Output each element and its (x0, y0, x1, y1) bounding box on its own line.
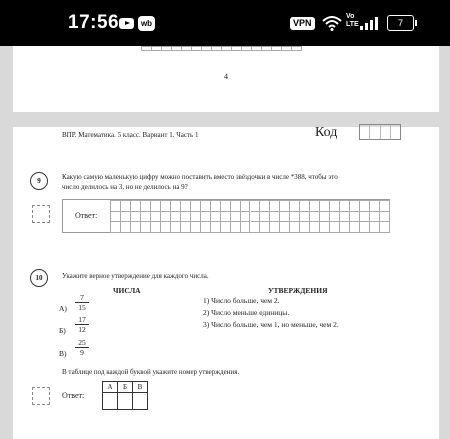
grid-cell (310, 212, 320, 223)
grid-cell (121, 222, 131, 233)
grid-cell (182, 47, 192, 51)
option-b-label: Б) (59, 326, 66, 335)
youtube-notification-icon (119, 18, 134, 29)
grid-cell (191, 212, 201, 223)
grid-cell (241, 222, 251, 233)
grid-cell (251, 222, 261, 233)
grid-cell (290, 201, 300, 212)
grid-cell (201, 201, 211, 212)
clock: 17:56 (68, 12, 120, 33)
grid-cell (171, 222, 181, 233)
wifi-icon (322, 15, 342, 31)
grid-cell (360, 222, 370, 233)
grid-cell (370, 201, 380, 212)
grid-cell (141, 201, 151, 212)
grid-cell (282, 47, 292, 51)
grid-cell (231, 201, 241, 212)
grid-cell (181, 222, 191, 233)
grid-cell (152, 47, 162, 51)
grid-cell (272, 47, 282, 51)
grid-cell (241, 212, 251, 223)
grid-cell (360, 212, 370, 223)
table-header-a: А (103, 382, 118, 393)
previous-answer-grid (141, 46, 302, 51)
battery-icon: 7 (387, 15, 414, 31)
option-v-label: В) (59, 349, 67, 358)
grid-cell (292, 47, 302, 51)
vpn-badge: VPN (290, 17, 315, 30)
task9-score-box[interactable] (32, 205, 50, 223)
grid-cell (162, 47, 172, 51)
fraction-7-15: 7 15 (75, 293, 89, 312)
grid-cell (350, 201, 360, 212)
fraction-17-12: 17 12 (75, 315, 89, 334)
grid-cell (380, 212, 390, 223)
grid-cell (270, 222, 280, 233)
grid-cell (111, 222, 121, 233)
grid-cell (330, 201, 340, 212)
table-header-b: Б (118, 382, 133, 393)
grid-cell (270, 212, 280, 223)
grid-cell (191, 201, 201, 212)
grid-cell (121, 212, 131, 223)
grid-cell (191, 222, 201, 233)
grid-cell (300, 212, 310, 223)
grid-cell (260, 201, 270, 212)
grid-cell (340, 212, 350, 223)
page-header: ВПР. Математика. 5 класс. Вариант 1. Часть 1 (62, 131, 199, 139)
grid-cell (260, 212, 270, 223)
code-label: Код (315, 125, 338, 140)
grid-cell (241, 201, 251, 212)
volte-icon: Vo LTE (346, 13, 359, 28)
grid-cell (111, 201, 121, 212)
grid-cell (380, 222, 390, 233)
grid-cell (211, 201, 221, 212)
grid-cell (121, 201, 131, 212)
statements-column-header: УТВЕРЖДЕНИЯ (268, 286, 328, 295)
task9-answer-label: Ответ: (75, 211, 98, 220)
grid-cell (310, 201, 320, 212)
grid-cell (251, 212, 261, 223)
statement-2: 2) Число меньше единицы. (203, 308, 290, 317)
grid-cell (330, 222, 340, 233)
grid-cell (280, 212, 290, 223)
grid-cell (212, 47, 222, 51)
answer-cell-a[interactable] (103, 393, 118, 410)
grid-cell (221, 222, 231, 233)
grid-cell (350, 212, 360, 223)
grid-cell (131, 201, 141, 212)
grid-cell (201, 222, 211, 233)
task10-answer-label: Ответ: (62, 391, 85, 400)
grid-cell (320, 201, 330, 212)
grid-cell (300, 201, 310, 212)
grid-cell (320, 212, 330, 223)
grid-cell (270, 201, 280, 212)
grid-cell (161, 201, 171, 212)
task10-instruction: Укажите верное утверждение для каждого числа. (62, 272, 209, 280)
grid-cell (181, 212, 191, 223)
grid-cell (320, 222, 330, 233)
grid-cell (141, 212, 151, 223)
grid-cell (142, 47, 152, 51)
grid-cell (232, 47, 242, 51)
grid-cell (260, 222, 270, 233)
grid-cell (340, 222, 350, 233)
grid-cell (171, 212, 181, 223)
grid-cell (211, 212, 221, 223)
fraction-25-9: 25 9 (75, 338, 89, 357)
option-a-label: А) (59, 304, 67, 313)
grid-cell (290, 222, 300, 233)
grid-cell (252, 47, 262, 51)
grid-cell (360, 201, 370, 212)
grid-cell (370, 212, 380, 223)
grid-cell (242, 47, 252, 51)
statement-3: 3) Число больше, чем 1, но меньше, чем 2. (203, 320, 339, 329)
grid-cell (151, 201, 161, 212)
grid-cell (280, 222, 290, 233)
grid-cell (131, 222, 141, 233)
grid-cell (201, 212, 211, 223)
grid-cell (131, 212, 141, 223)
signal-icon (360, 17, 380, 30)
grid-cell (151, 222, 161, 233)
grid-cell (310, 222, 320, 233)
task9-question: Какую самую маленькую цифру можно поставить вместо звёздочки в числе *388, чтобы это число делилось на 3, но не делилось на 9? (62, 173, 338, 191)
grid-cell (141, 222, 151, 233)
grid-cell (350, 222, 360, 233)
table-instruction: В таблице под каждой буквой укажите номер утверждения. (62, 368, 240, 376)
grid-cell (231, 222, 241, 233)
grid-cell (202, 47, 212, 51)
grid-cell (370, 222, 380, 233)
grid-cell (221, 212, 231, 223)
grid-cell (161, 222, 171, 233)
grid-cell (192, 47, 202, 51)
table-header-v: В (133, 382, 148, 393)
worksheet-page (13, 127, 439, 439)
numbers-column-header: ЧИСЛА (113, 286, 141, 295)
task10-answer-table (102, 381, 148, 410)
grid-cell (151, 212, 161, 223)
task9-answer-area (62, 199, 390, 233)
grid-cell (300, 222, 310, 233)
previous-page (13, 46, 439, 112)
wb-notification-icon: wb (138, 16, 155, 31)
answer-cell-v[interactable] (133, 393, 148, 410)
grid-cell (280, 201, 290, 212)
grid-cell (211, 222, 221, 233)
grid-cell (380, 201, 390, 212)
grid-cell (290, 212, 300, 223)
grid-cell (181, 201, 191, 212)
grid-cell (111, 212, 121, 223)
status-bar (0, 0, 450, 46)
code-input[interactable] (359, 124, 401, 140)
task10-score-box[interactable] (32, 387, 50, 405)
grid-cell (172, 47, 182, 51)
grid-cell (161, 212, 171, 223)
statement-1: 1) Число больше, чем 2. (203, 296, 280, 305)
task-number-10: 10 (30, 269, 48, 287)
answer-cell-b[interactable] (118, 393, 133, 410)
grid-cell (251, 201, 261, 212)
task9-answer-grid[interactable] (110, 200, 390, 233)
grid-cell (262, 47, 272, 51)
grid-cell (231, 212, 241, 223)
grid-cell (221, 201, 231, 212)
grid-cell (171, 201, 181, 212)
grid-cell (340, 201, 350, 212)
page-number: 4 (224, 72, 228, 81)
grid-cell (222, 47, 232, 51)
task-number-9: 9 (30, 172, 48, 190)
grid-cell (330, 212, 340, 223)
